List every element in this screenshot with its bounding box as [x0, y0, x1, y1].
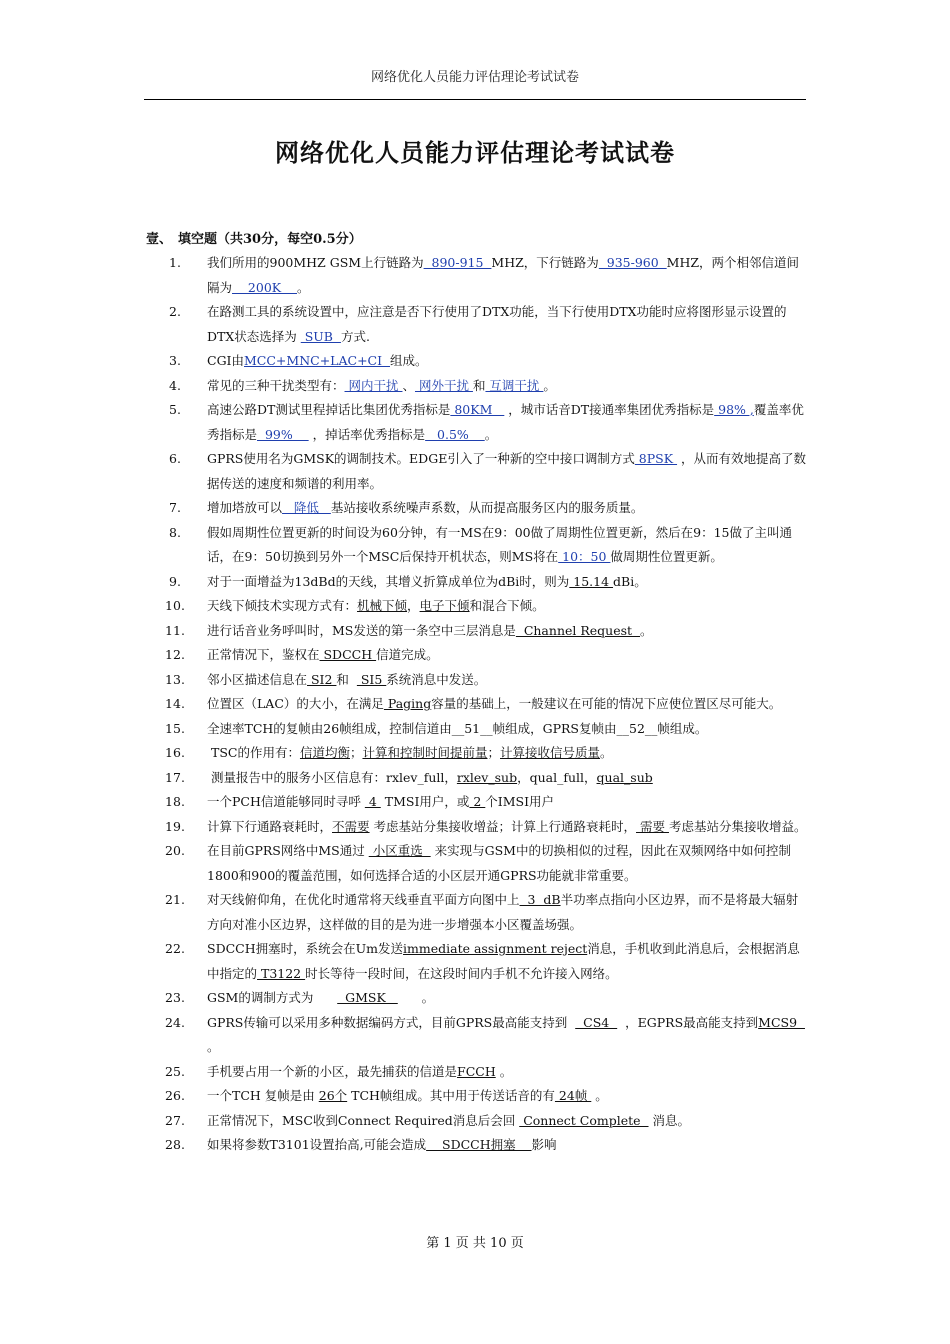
question-text-segment: 进行话音业务呼叫时，MS发送的第一条空中三层消息是: [207, 622, 516, 638]
question-item: [0, 692, 950, 717]
question-text-segment: 天线下倾技术实现方式有：: [207, 598, 358, 613]
question-text-segment: ，qual_full，: [517, 769, 597, 785]
header-rule: [144, 99, 806, 100]
question-text: [207, 300, 810, 349]
question-text-segment: 对天线俯仰角，在优化时通常将天线垂直平面方向图中上: [207, 892, 520, 907]
section-number: 壹、: [146, 232, 173, 247]
question-number: 17.: [165, 769, 185, 785]
question-number: 1.: [169, 255, 181, 270]
question-number: 19.: [165, 818, 185, 834]
answer-blank: 200K: [232, 279, 297, 295]
question-item: [0, 937, 950, 986]
question-text-segment: 。: [207, 1014, 813, 1054]
answer-blank: 不需要: [332, 818, 370, 834]
question-item: [0, 888, 950, 937]
answer-blank: FCCH: [457, 1063, 496, 1079]
question-text-segment: 考虑基站分集接收增益。: [668, 818, 807, 834]
question-text-segment: 组成。: [390, 353, 428, 368]
question-text-segment: 消息，手机收到此消息后，会根据消息中指定的: [207, 941, 800, 981]
answer-blank: 4: [364, 794, 381, 809]
question-item: [0, 594, 950, 619]
answer-blank: 2: [469, 794, 486, 809]
question-text: [207, 790, 810, 815]
question-text-segment: ，掉话率优秀指标是: [308, 426, 426, 442]
question-item: [0, 741, 950, 766]
answer-blank: SI2: [307, 671, 337, 687]
answer-blank: 网外干扰: [414, 377, 473, 393]
answer-blank: 890-915: [423, 255, 492, 270]
question-text: [207, 717, 810, 742]
question-item: [0, 790, 950, 815]
answer-blank: 计算和控制时间提前量: [362, 745, 488, 760]
question-number: 21.: [165, 892, 185, 907]
question-text-segment: 假如周期性位置更新的时间设为60分钟，有一MS在9：00做了周期性位置更新，然后在9：15做了主叫通话，在9：50切换到另外一个MSC后保持开机状态，则MS将在: [207, 524, 792, 564]
question-text-segment: 。: [543, 377, 556, 393]
question-text-segment: 测量报告中的服务小区信息有：rxlev_full，: [207, 769, 457, 785]
question-text-segment: ；: [487, 745, 501, 760]
question-text-segment: 个IMSI用户: [485, 794, 555, 809]
answer-blank: 8PSK: [634, 451, 678, 466]
question-text-segment: 。: [640, 622, 653, 638]
question-item: [0, 496, 950, 521]
question-text-segment: 手机要占用一个新的小区，最先捕获的信道是: [207, 1063, 458, 1079]
section-heading-text: 填空题（共30分，每空0.5分）: [178, 232, 362, 247]
question-number: 24.: [165, 1014, 185, 1030]
question-number: 8.: [169, 524, 181, 540]
running-header: 网络优化人员能力评估理论考试试卷: [370, 70, 579, 85]
answer-blank: 降低: [282, 500, 331, 515]
question-text-segment: 做周期性位置更新。: [610, 549, 723, 564]
question-item: [0, 1011, 950, 1060]
question-text: [207, 643, 810, 668]
answer-blank: Connect Complete: [519, 1112, 649, 1128]
answer-blank: 电子下倾: [419, 598, 470, 613]
question-text-segment: 和: [472, 377, 486, 393]
question-text-segment: 我们所用的900MHZ GSM上行链路为: [207, 255, 424, 270]
answer-blank: 935-960: [598, 255, 667, 270]
question-text: [207, 1109, 810, 1134]
question-text-segment: 。: [484, 426, 498, 442]
question-text-segment: TCH帧组成。其中用于传送话音的有: [347, 1088, 555, 1103]
question-text: [207, 447, 810, 496]
question-text: [207, 619, 810, 644]
question-text-segment: 。: [591, 1088, 608, 1103]
page-footer: 第 1 页 共 10 页: [426, 1236, 524, 1251]
question-text-segment: 高速公路DT测试里程掉话比集团优秀指标是: [207, 402, 451, 417]
question-text-segment: 计算下行通路衰耗时，: [207, 818, 333, 834]
question-text-segment: ；: [349, 745, 363, 760]
question-item: [0, 1109, 950, 1134]
question-text-segment: 。: [600, 745, 613, 760]
question-text-segment: 。: [397, 990, 435, 1005]
question-text-segment: ，从而有效地提高了数据传送的速度和频谱的利用率。: [207, 451, 807, 491]
question-text-segment: 常见的三种干扰类型有：: [207, 377, 345, 393]
question-item: [0, 717, 950, 742]
question-number: 27.: [165, 1112, 185, 1128]
question-item: [0, 300, 950, 349]
question-text-segment: 消息。: [648, 1112, 690, 1128]
question-text: [207, 570, 810, 595]
question-number: 5.: [169, 402, 181, 417]
question-text-segment: MHZ，下行链路为: [491, 255, 599, 270]
answer-blank: rxlev_sub: [456, 769, 518, 785]
question-number: 15.: [165, 720, 185, 736]
question-number: 12.: [165, 647, 185, 662]
question-item: [0, 1084, 950, 1109]
question-item: [0, 1133, 950, 1158]
question-number: 18.: [165, 794, 185, 809]
question-text-segment: 时长等待一段时间，在这段时间内手机不允许接入网络。: [305, 965, 618, 981]
answer-blank: Paging: [383, 696, 432, 711]
question-item: [0, 619, 950, 644]
question-number: 23.: [165, 990, 185, 1005]
question-text-segment: ，城市话音DT接通率集团优秀指标是: [504, 402, 715, 417]
answer-blank: qual_sub: [596, 769, 653, 785]
question-text: [207, 1011, 813, 1060]
question-text: [207, 1060, 810, 1085]
question-text-segment: 容量的基础上，一般建议在可能的情况下应使位置区尽可能大。: [431, 696, 782, 711]
question-text-segment: 基站接收系统噪声系数，从而提高服务区内的服务质量。: [330, 500, 644, 515]
answer-blank: 15.14: [569, 573, 614, 589]
answer-blank: CS4: [575, 1014, 618, 1030]
answer-blank: 计算接收信号质量: [500, 745, 601, 760]
answer-blank: 互调干扰: [485, 377, 544, 393]
answer-blank: T3122: [257, 965, 306, 981]
answer-blank: MCC+MNC+LAC+CI: [244, 353, 390, 368]
question-text: [207, 741, 810, 766]
question-text-segment: 邻小区描述信息在: [207, 671, 308, 687]
question-text: [207, 398, 810, 447]
question-item: [0, 815, 950, 840]
question-text-segment: 影响: [531, 1137, 557, 1152]
question-text: [207, 815, 810, 840]
question-number: 14.: [165, 696, 185, 711]
question-text-segment: 正常情况下，鉴权在: [207, 647, 320, 662]
answer-blank: immediate assignment reject: [403, 941, 588, 956]
question-number: 7.: [169, 500, 181, 515]
question-number: 16.: [165, 745, 185, 760]
question-number: 25.: [165, 1063, 185, 1079]
question-text-segment: CGI由: [207, 353, 244, 368]
question-number: 11.: [165, 622, 185, 638]
answer-blank: 需要: [636, 818, 669, 834]
answer-blank: 0.5%: [425, 426, 485, 442]
answer-blank: 10：50: [558, 549, 611, 564]
question-number: 28.: [165, 1137, 185, 1152]
question-text-segment: ，: [407, 598, 420, 613]
answer-blank: GMSK: [337, 990, 398, 1005]
question-number: 10.: [165, 598, 185, 613]
question-text: [207, 766, 810, 791]
question-text-segment: 增加塔放可以: [207, 500, 283, 515]
question-item: [0, 668, 950, 693]
answer-blank: MCS9: [758, 1014, 805, 1030]
answer-blank: SDCCH: [319, 647, 377, 662]
question-text-segment: GPRS使用名为GMSK的调制技术。EDGE引入了一种新的空中接口调制方式: [207, 451, 635, 466]
question-item: [0, 766, 950, 791]
question-item: [0, 643, 950, 668]
question-text: [207, 594, 810, 619]
question-item: [0, 251, 950, 300]
answer-blank: SUB: [300, 328, 341, 344]
question-text-segment: TMSI用户，或: [380, 794, 470, 809]
question-text-segment: 全速率TCH的复帧由26帧组成，控制信道由__51__帧组成，GPRS复帧由__52__帧组成。: [207, 720, 708, 736]
question-item: [0, 986, 950, 1011]
answer-blank: 机械下倾: [357, 598, 408, 613]
question-number: 9.: [169, 573, 181, 589]
question-text-segment: ，EGPRS最高能支持到: [617, 1014, 759, 1030]
question-text: [207, 888, 810, 937]
question-text-segment: TSC的作用有：: [207, 745, 300, 760]
question-text: [207, 692, 810, 717]
answer-blank: 24帧: [554, 1088, 592, 1103]
question-text-segment: 和: [336, 671, 357, 687]
question-item: [0, 374, 950, 399]
question-text-segment: 和混合下倾。: [469, 598, 545, 613]
answer-blank: Channel Request: [515, 622, 641, 638]
question-text-segment: 半功率点指向小区边界，而不是将最大辐射方向对准小区边界，这样做的目的是为进一步增强本小区覆盖场强。: [207, 892, 799, 932]
question-number: 2.: [169, 304, 181, 319]
question-text: [207, 668, 810, 693]
question-text-segment: 正常情况下，MSC收到Connect Required消息后会回: [207, 1112, 520, 1128]
question-item: [0, 521, 950, 570]
question-text-segment: 位置区（LAC）的大小，在满足: [207, 696, 384, 711]
question-number: 22.: [165, 941, 185, 956]
answer-blank: 99%: [257, 426, 309, 442]
question-item: [0, 398, 950, 447]
answer-blank: SDCCH拥塞: [426, 1137, 532, 1152]
question-text-segment: 一个TCH 复帧是由: [207, 1088, 319, 1103]
question-text-segment: 在目前GPRS网络中MS通过: [207, 843, 369, 858]
question-item: [0, 570, 950, 595]
question-list: [0, 251, 950, 1158]
question-number: 20.: [165, 843, 185, 858]
question-item: [0, 1060, 950, 1085]
question-text-segment: 来实现与GSM中的切换相似的过程，因此在双频网络中如何控制1800和900的覆盖范围，如何选择合适的小区层开通GPRS功能就非常重要。: [207, 843, 791, 883]
answer-blank: 3 dB: [519, 892, 561, 907]
question-text-segment: MHZ，两个相邻信道间隔为: [207, 255, 800, 295]
answer-blank: 98% ,: [714, 402, 754, 417]
question-text: [207, 1084, 810, 1109]
answer-blank: 小区重选: [368, 843, 431, 858]
answer-blank: 80KM: [450, 402, 505, 417]
question-text-segment: dBi。: [613, 573, 647, 589]
question-text-segment: 在路测工具的系统设置中，应注意是否下行使用了DTX功能，当下行使用DTX功能时应将图形显示设置的DTX状态选择为: [207, 304, 787, 344]
question-text: [207, 496, 810, 521]
answer-blank: 信道均衡: [299, 745, 350, 760]
question-number: 26.: [165, 1088, 185, 1103]
answer-blank: 网内干扰: [344, 377, 403, 393]
question-text-segment: 信道完成。: [376, 647, 439, 662]
question-text-segment: 一个PCH信道能够同时寻呼: [207, 794, 365, 809]
question-text-segment: 。: [495, 1063, 513, 1079]
question-text-segment: 系统消息中发送。: [386, 671, 487, 687]
question-number: 13.: [165, 671, 185, 687]
question-text: [207, 1133, 810, 1158]
question-item: [0, 839, 950, 888]
answer-blank: SI5: [356, 671, 387, 687]
question-text: [207, 986, 810, 1011]
question-text: [207, 521, 810, 570]
question-item: [0, 447, 950, 496]
question-text-segment: 、: [402, 377, 415, 393]
section-heading: [146, 228, 362, 247]
question-number: 4.: [169, 377, 181, 393]
question-text-segment: 方式.: [340, 328, 370, 344]
question-text-segment: 对于一面增益为13dBd的天线，其增义折算成单位为dBi时，则为: [207, 573, 570, 589]
question-number: 3.: [169, 353, 181, 368]
question-item: [0, 349, 950, 374]
question-text-segment: 。: [297, 279, 310, 295]
answer-blank: 26个: [318, 1088, 348, 1103]
question-text: [207, 349, 810, 374]
question-text-segment: 考虑基站分集接收增益；计算上行通路衰耗时，: [369, 818, 637, 834]
question-text: [207, 374, 810, 399]
document-title: 网络优化人员能力评估理论考试试卷: [275, 138, 675, 167]
question-text: [207, 937, 810, 986]
question-text: [207, 839, 810, 888]
question-number: 6.: [169, 451, 181, 466]
question-text-segment: GSM的调制方式为: [207, 990, 338, 1005]
question-text: [207, 251, 810, 300]
question-text-segment: 覆盖率优秀指标是: [207, 402, 804, 442]
question-text-segment: GPRS传输可以采用多种数据编码方式，目前GPRS最高能支持到: [207, 1014, 576, 1030]
question-text-segment: SDCCH拥塞时，系统会在Um发送: [207, 941, 404, 956]
question-text-segment: 如果将参数T3101设置抬高,可能会造成: [207, 1137, 427, 1152]
